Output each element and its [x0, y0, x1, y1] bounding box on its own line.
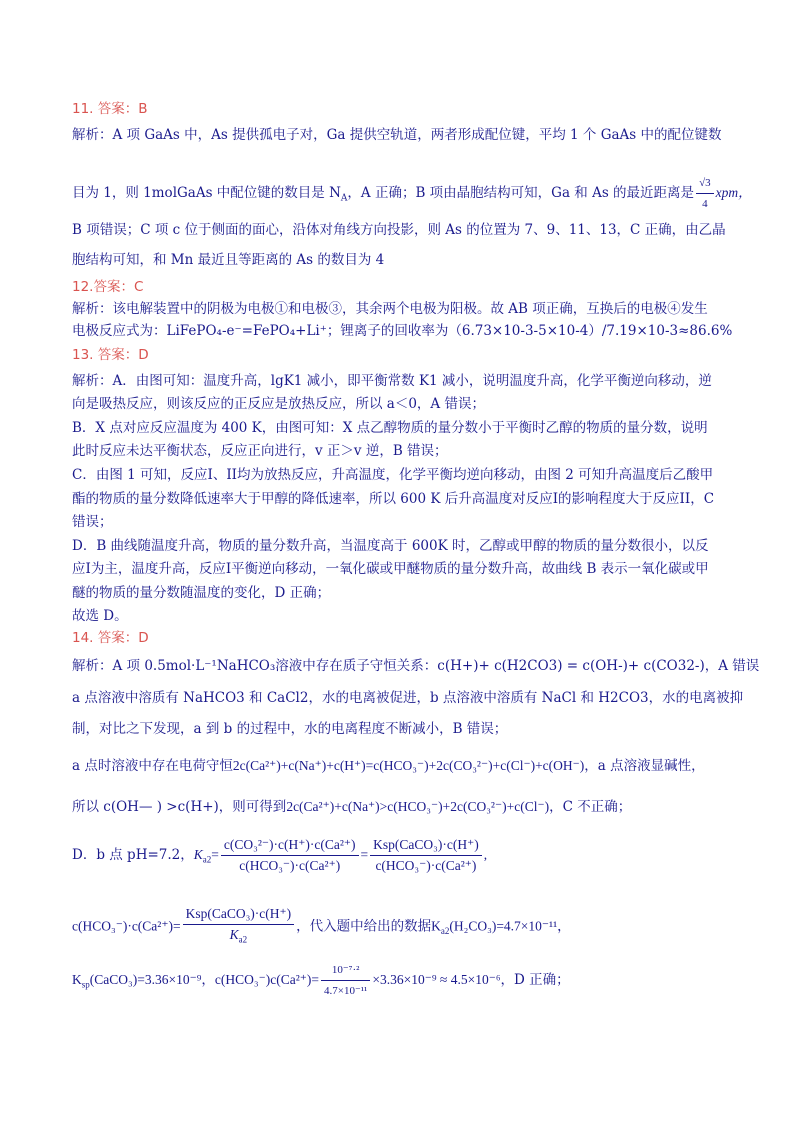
frac2-den: c(HCO₃⁻)·c(Ca²⁺) [375, 858, 477, 873]
q14-answer-header: 14. 答案：D [72, 630, 149, 646]
q14-line-4 [72, 757, 705, 775]
q13-line: 酯的物质的量分数降低速率大于甲醇的降低速率，所以 600 K 后升高温度对反应I的影响程度大于反应II，C [72, 491, 715, 507]
q14-line-3: 制，对比之下发现，a 到 b 的过程中，水的电离程度不断减小，B 错误； [72, 721, 508, 737]
q14-l7-eq-k: K [431, 918, 441, 934]
q14-line-6: D．b 点 pH=7.2，$K_{a2}=$ $\frac{\text{c(CO₃²⁻)·c(H⁺)·c(Ca²⁺)}}{\text{c(HCO₃⁻)·c(Ca²⁺)}}$ = $\frac{\text{Ksp(CaCO₃)·c(H⁺)}}{\text{c(HCO₃⁻)·c(Ca²⁺)}}$ , [72, 837, 488, 873]
q11-explanation-line-2 [72, 174, 752, 213]
ka2-sub: a2 [202, 854, 212, 865]
ksp-sub: sp [81, 979, 90, 990]
l7-frac-den-sub: a2 [238, 934, 248, 945]
inequality-equation: 2c(Ca²⁺)+c(Na⁺)>c(HCO₃⁻)+2c(CO₃²⁻)+c(Cl⁻) [286, 799, 550, 814]
q14-l6-text: D．b 点 pH=7.2， [72, 847, 194, 863]
q12-explanation-line-1: 解析：该电解装置中的阴极为电极①和电极③，其余两个电极为阳极。故 AB 项正确，互换后的电极④发生 [72, 301, 708, 317]
q13-line: 醚的物质的量分数随温度的变化，D 正确； [72, 585, 331, 601]
q12-answer-header: 12.答案：C [72, 279, 144, 295]
q13-line: 故选 D。 [72, 608, 128, 624]
q14-l8-lhs: c(HCO₃⁻)c(Ca²⁺)= [214, 972, 319, 987]
q13-line: C．由图 1 可知，反应I、II均为放热反应，升高温度，化学平衡均逆向移动，由图 2 可知升高温度后乙酸甲 [72, 467, 714, 483]
ksp-symbol: K [72, 972, 82, 987]
l7-frac-den-k: K [229, 927, 239, 942]
q14-l4-text-b: ，a 点溶液显碱性， [584, 758, 705, 774]
q11-answer-header: 11. 答案：B [72, 101, 148, 117]
q13-answer-header: 13. 答案：D [72, 347, 149, 363]
q14-line-5 [72, 798, 631, 816]
q11-distance-fraction [696, 174, 714, 213]
q14-line-7 [72, 905, 571, 949]
q13-line: 错误； [72, 514, 113, 530]
q14-l7-fraction [183, 905, 295, 949]
q11-l2-text-b: ，A 正确；B 项由晶胞结构可知，Ga 和 As 的最近距离是 [347, 185, 695, 201]
q11-explanation-line-1: 解析：A 项 GaAs 中，As 提供孤电子对，Ga 提供空轨道，两者形成配位键，平均 1 个 GaAs 中的配位键数 [72, 127, 722, 143]
ka2-symbol: K [193, 847, 203, 862]
q14-l8-text: ，D 正确； [500, 972, 570, 988]
frac1-num: c(CO₃²⁻)·c(H⁺)·c(Ca²⁺) [221, 836, 359, 856]
q14-l8-tail: ×3.36×10⁻⁹ ≈ 4.5×10⁻⁶ [372, 972, 501, 987]
frac1-den: c(HCO₃⁻)·c(Ca²⁺) [239, 858, 341, 873]
q14-l7-eq-sub: a2 [440, 926, 450, 937]
q11-explanation-line-3: B 项错误；C 项 c 位于侧面的面心，沿体对角线方向投影，则 As 的位置为 7、9、11、13，C 正确，由乙晶 [72, 222, 726, 238]
q12-explanation-line-2: 电极反应式为：LiFePO₄-e⁻=FePO₄+Li⁺；锂离子的回收率为（6.73×10-3-5×10-4）/7.19×10-3≈86.6% [72, 323, 733, 339]
q14-l7-eq-rest: (H₂CO₃)=4.7×10⁻¹¹， [449, 918, 571, 934]
q11-explanation-line-4: 胞结构可知，和 Mn 最近且等距离的 As 的数目为 4 [72, 252, 385, 268]
q14-l7-text: ，代入题中给出的数据 [296, 918, 432, 935]
ka2-fraction-1 [221, 836, 359, 875]
q13-line: 应I为主，温度升高，反应I平衡逆向移动，一氧化碳或甲醚物质的量分数升高，故曲线 B 表示一氧化碳或甲 [72, 561, 709, 577]
ka2-fraction-2 [370, 836, 482, 875]
q14-line-2: a 点溶液中溶质有 NaHCO3 和 CaCl2，水的电离被促进，b 点溶液中溶质有 NaCl 和 H2CO3，水的电离被抑 [72, 690, 744, 706]
q14-l5-text: 所以 c(OH— ) >c(H+)，则可得到 [72, 799, 287, 815]
q14-line-1: 解析：A 项 0.5mol·L⁻¹NaHCO₃溶液中存在质子守恒关系：c(H+)+ c(H2CO3) = c(OH-)+ c(CO32-)，A 错误 [72, 658, 760, 674]
l7-frac-den [183, 925, 295, 949]
q11-frac-num: √3 [696, 174, 714, 194]
q11-frac-den: 4 [702, 198, 708, 210]
q14-l5-text-b: ，C 不正确； [549, 799, 632, 815]
q13-line: 此时反应未达平衡状态，反应正向进行，v 正＞v 逆，B 错误； [72, 443, 448, 459]
q14-l4-text: a 点时溶液中存在电荷守恒 [72, 758, 233, 774]
l7-frac-num: Ksp(CaCO₃)·c(H⁺) [183, 905, 295, 925]
q13-line: 向是吸热反应，则该反应的正反应是放热反应，所以 a＜0，A 错误； [72, 396, 485, 412]
q13-line: 解析：A．由图可知：温度升高，lgK1 减小，即平衡常数 K1 减小，说明温度升高，化学平衡逆向移动，逆 [72, 373, 712, 389]
q11-l2-text: 目为 1，则 1molGaAs 中配位键的数目是 N [72, 185, 341, 201]
q14-line-8 [72, 961, 570, 1000]
frac2-num: Ksp(CaCO₃)·c(H⁺) [370, 836, 482, 856]
q11-l2-sub: A [340, 193, 348, 204]
charge-balance-equation: 2c(Ca²⁺)+c(Na⁺)+c(H⁺)=c(HCO₃⁻)+2c(CO₃²⁻)+c(Cl⁻)+c(OH⁻) [232, 758, 585, 773]
ksp-rest: (CaCO₃)=3.36×10⁻⁹， [89, 972, 215, 987]
l8-frac-num: 10⁻⁷·² [321, 961, 370, 981]
l8-frac-den: 4.7×10⁻¹¹ [324, 985, 368, 997]
q13-line: B．X 点对应反应温度为 400 K，由图可知：X 点乙醇物质的量分数小于平衡时乙醇的物质的量分数，说明 [72, 420, 708, 436]
q14-l8-fraction [321, 961, 370, 1000]
q14-l7-lhs: c(HCO₃⁻)·c(Ca²⁺)= [72, 918, 181, 934]
q11-l2-tail: xpm， [715, 185, 752, 200]
q13-line: D．B 曲线随温度升高，物质的量分数升高，当温度高于 600K 时，乙醇或甲醇的物质的量分数很小，以反 [72, 538, 709, 554]
